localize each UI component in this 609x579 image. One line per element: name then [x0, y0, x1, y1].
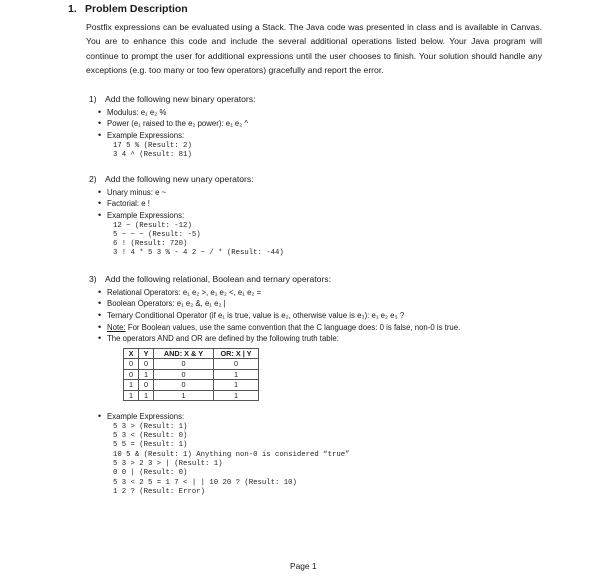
- section-title: [89, 94, 559, 105]
- example-line: 5 3 > 2 3 > | (Result: 1): [113, 459, 223, 468]
- section-title: [89, 274, 559, 285]
- truth-table: [123, 348, 259, 402]
- table-cell: 1: [139, 390, 154, 401]
- table-cell: 1: [124, 390, 139, 401]
- section-title-text: Add the following relational, Boolean and ternary operators:: [105, 274, 331, 284]
- example-line: 5 3 < 2 5 = 1 7 < | | 10 20 ? (Result: 10): [113, 478, 297, 487]
- bullet-examples: [107, 411, 559, 497]
- example-line: 10 5 & (Result: 1) Anything non-0 is considered “true”: [113, 450, 350, 459]
- examples-label: Example Expressions:: [107, 210, 185, 220]
- table-row: [124, 390, 259, 401]
- table-cell: 0: [124, 359, 139, 370]
- table-cell: 1: [214, 380, 259, 391]
- column-header: X: [124, 348, 139, 359]
- example-line: 12 ~ (Result: -12): [113, 221, 192, 230]
- table-cell: 0: [139, 380, 154, 391]
- table-cell: 1: [124, 380, 139, 391]
- example-line: 17 5 % (Result: 2): [113, 141, 192, 150]
- heading-title: Problem Description: [85, 3, 188, 15]
- table-cell: 0: [154, 359, 214, 370]
- example-line: 5 ~ ~ ~ (Result: -5): [113, 230, 201, 239]
- bullet-unary-minus: • Unary minus: e ~: [107, 187, 559, 199]
- note-label: Note:: [107, 322, 126, 332]
- bullet-relational: • Relational Operators: e₁ e₂ >, e₁ e₂ <, e₁ e₂ =: [107, 287, 559, 299]
- table-cell: 0: [214, 359, 259, 370]
- bullet-examples: [107, 130, 559, 160]
- section-relational-operators: [89, 274, 559, 497]
- bullet-list: [89, 287, 559, 345]
- note-text: For Boolean values, use the same convention that the C language does: 0 is false, non-0 is true.: [127, 322, 461, 332]
- examples-label: Example Expressions:: [107, 412, 185, 422]
- table-cell: 1: [214, 369, 259, 380]
- truth-table-header: [124, 348, 259, 359]
- example-line: 3 4 ^ (Result: 81): [113, 150, 192, 159]
- example-line: 0 0 | (Result: 0): [113, 469, 188, 478]
- example-line: 6 ! (Result: 720): [113, 240, 188, 249]
- bullet-note: [107, 322, 559, 334]
- example-line: 5 3 > (Result: 1): [113, 422, 188, 431]
- table-cell: 1: [154, 390, 214, 401]
- section-title-text: Add the following new unary operators:: [105, 174, 254, 184]
- table-cell: 0: [154, 369, 214, 380]
- section-heading: [68, 3, 188, 16]
- section-unary-operators: [89, 174, 559, 259]
- example-line: 5 3 < (Result: 0): [113, 432, 188, 441]
- section-title: [89, 174, 559, 185]
- bullet-list: [89, 107, 559, 160]
- table-row: [124, 380, 259, 391]
- heading-number: 1.: [68, 3, 77, 15]
- bullet-ternary: • Ternary Conditional Operator (if e₁ is true, value is e₂, otherwise value is e₃): e₁ e₂ e₃ ?: [107, 310, 559, 322]
- section-binary-operators: [89, 94, 559, 160]
- page-number: Page 1: [290, 561, 317, 571]
- example-line: 1 2 ? (Result: Error): [113, 487, 205, 496]
- bullet-examples: [107, 210, 559, 259]
- bullet-modulus: • Modulus: e₁ e₂ %: [107, 107, 559, 119]
- example-line: 5 5 = (Result: 1): [113, 441, 188, 450]
- example-line: 3 ! 4 * 5 3 % - 4 2 ~ / * (Result: -44): [113, 249, 284, 258]
- table-cell: 0: [139, 359, 154, 370]
- section-number: 1): [89, 94, 97, 104]
- table-cell: 1: [214, 390, 259, 401]
- column-header: OR: X | Y: [214, 348, 259, 359]
- column-header: Y: [139, 348, 154, 359]
- table-row: [124, 369, 259, 380]
- column-header: AND: X & Y: [154, 348, 214, 359]
- bullet-factorial: • Factorial: e !: [107, 198, 559, 210]
- bullet-truth-table-intro: • The operators AND and OR are defined by the following truth table:: [107, 333, 559, 345]
- table-cell: 0: [154, 380, 214, 391]
- bullet-power: • Power (e₁ raised to the e₂ power): e₁ e₂ ^: [107, 118, 559, 130]
- table-cell: 1: [139, 369, 154, 380]
- section-number: 3): [89, 274, 97, 284]
- bullet-list: [89, 187, 559, 259]
- intro-paragraph: Postfix expressions can be evaluated using a Stack. The Java code was presented in class and is available in Canvas. You are to enhance this code and include the several additional operations listed below. Your Java program will continue to prompt the user for additional expressions until the user chooses to finish. Your solution should handle any exceptions (e.g. too many or too few operators) gracefully and report the error.: [86, 22, 542, 76]
- section-title-text: Add the following new binary operators:: [105, 94, 256, 104]
- bullet-list: [89, 411, 559, 497]
- examples-label: Example Expressions:: [107, 130, 185, 140]
- table-cell: 0: [124, 369, 139, 380]
- bullet-boolean: • Boolean Operators: e₁ e₂ &, e₁ e₂ |: [107, 298, 559, 310]
- table-row: [124, 359, 259, 370]
- section-number: 2): [89, 174, 97, 184]
